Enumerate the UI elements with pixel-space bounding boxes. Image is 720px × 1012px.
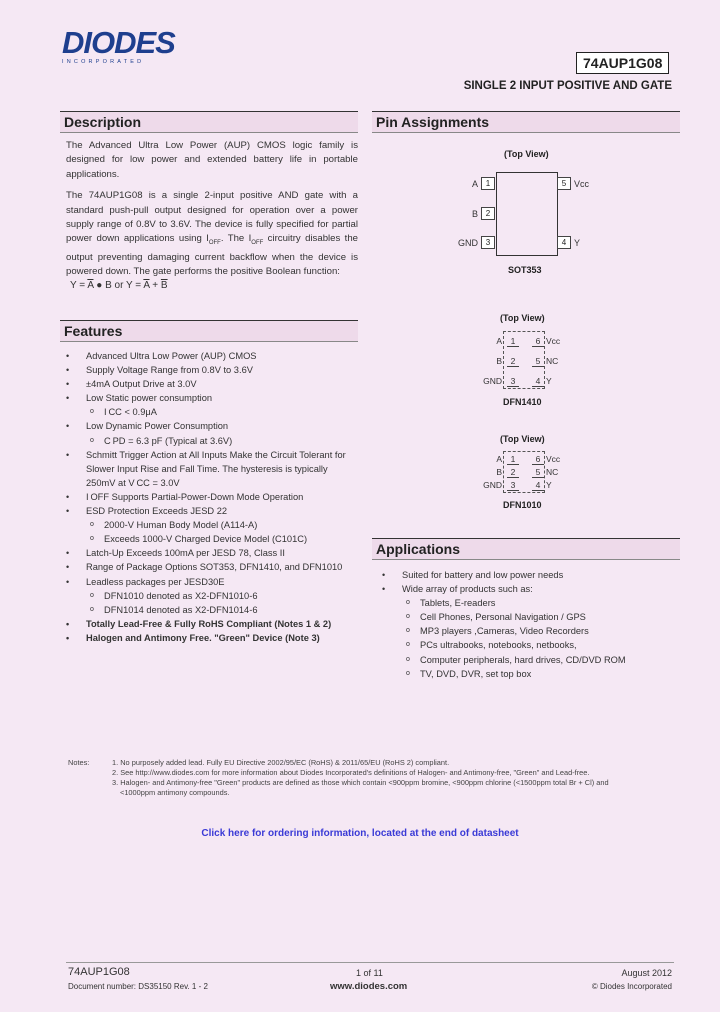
pin-number: 4 <box>532 480 544 491</box>
desc-sub-off: OFF <box>208 240 221 247</box>
eq2-b: $\overline{B}$ <box>160 280 168 291</box>
pin-label: NC <box>546 467 559 477</box>
pin-number: 3 <box>507 376 519 387</box>
pin-number: 2 <box>507 356 519 367</box>
pin-number: 6 <box>532 336 544 347</box>
pin-label: GND <box>458 237 478 248</box>
eq2-y: Y = <box>126 280 144 291</box>
description-p1: The Advanced Ultra Low Power (AUP) CMOS logic family is designed for low power and extended battery life in portable applications. <box>66 140 358 180</box>
note-1: 1. No purposely added lead. Fully EU Directive 2002/95/EC (RoHS) & 2011/65/EU (RoHS 2) compliant. <box>112 758 450 767</box>
pin-number: 4 <box>557 236 571 249</box>
pin-label: A <box>496 454 502 464</box>
eq1-b: B <box>105 280 112 291</box>
application-item: o Computer peripherals, hard drives, CD/DVD ROM <box>378 653 678 667</box>
application-item: o MP3 players ,Cameras, Video Recorders <box>378 624 678 638</box>
ordering-info-link[interactable]: Click here for ordering information, located at the end of datasheet <box>201 828 519 839</box>
feature-item: • Supply Voltage Range from 0.8V to 3.6V <box>62 363 362 377</box>
pin-number: 3 <box>507 480 519 491</box>
pin-number: 5 <box>557 177 571 190</box>
feature-item: • Low Static power consumption <box>62 391 362 405</box>
footer-copyright: © Diodes Incorporated <box>591 982 672 991</box>
pin-label: Vcc <box>546 336 561 346</box>
pin-number: 6 <box>532 454 544 465</box>
pin-number: 2 <box>481 207 495 220</box>
desc-text-b: . The I <box>220 233 252 245</box>
feature-item: 250mV at V CC = 3.0V <box>86 477 180 488</box>
eq2-a: $\overline{A}$ <box>143 280 150 291</box>
dfn1010-label: DFN1010 <box>503 500 542 510</box>
feature-item: • Leadless packages per JESD30E <box>62 575 362 589</box>
application-item: o Cell Phones, Personal Navigation / GPS <box>378 610 678 624</box>
pin-label: B <box>496 467 502 477</box>
notes-block <box>68 758 688 798</box>
description-heading: Description <box>60 111 358 133</box>
feature-item: • Low Dynamic Power Consumption <box>62 419 362 433</box>
feature-item: • Totally Lead-Free & Fully RoHS Compliant (Notes 1 & 2) <box>62 617 362 631</box>
footer-page: 1 of 11 <box>356 968 383 978</box>
dfn1010-top-view: (Top View) <box>500 434 545 444</box>
desc-sub-off-2: OFF <box>251 240 264 247</box>
pin-label: Y <box>574 237 581 248</box>
logo-subtext: INCORPORATED <box>62 59 145 65</box>
eq2-op: + <box>149 280 161 291</box>
dfn1410-top-view: (Top View) <box>500 313 545 323</box>
sot353-pin-1 <box>472 177 495 190</box>
footer-url[interactable]: www.diodes.com <box>330 981 408 992</box>
page-subtitle: SINGLE 2 INPUT POSITIVE AND GATE <box>463 80 672 92</box>
footer-docnum: Document number: DS35150 Rev. 1 - 2 <box>68 982 208 991</box>
pin-number: 2 <box>507 467 519 478</box>
feature-item: • Advanced Ultra Low Power (AUP) CMOS <box>62 349 362 363</box>
applications-heading: Applications <box>372 538 680 560</box>
description-p2 <box>66 189 358 279</box>
pin-number: 1 <box>507 336 519 347</box>
desc-text-c: circuitry disables the output preventing damaging current backflow when the device is powered down. The gate performs the positive Boolean function: <box>66 233 359 278</box>
feature-item: Slower Input Rise and Fall Time. The hysteresis is typically <box>86 463 328 474</box>
feature-item: • Latch-Up Exceeds 100mA per JESD 78, Class II <box>62 546 362 560</box>
application-item: • Suited for battery and low power needs <box>378 568 678 582</box>
features-heading: Features <box>60 320 358 342</box>
sot353-top-view: (Top View) <box>504 149 549 159</box>
feature-item: o 2000-V Human Body Model (A114-A) <box>62 518 362 532</box>
notes-label: Notes: <box>68 758 90 767</box>
pin-label: Vcc <box>574 178 590 189</box>
application-item: o Tablets, E-readers <box>378 596 678 610</box>
sot353-pin-4 <box>557 236 580 249</box>
part-number-box: 74AUP1G08 <box>576 52 669 74</box>
pin-number: 5 <box>532 467 544 478</box>
feature-item: o DFN1010 denoted as X2-DFN1010-6 <box>62 589 362 603</box>
eq1-op: ● <box>93 280 106 291</box>
footer-divider <box>66 962 674 963</box>
eq-or: or <box>111 280 127 291</box>
pin-label: NC <box>546 356 559 366</box>
feature-item: o DFN1014 denoted as X2-DFN1014-6 <box>62 603 362 617</box>
note-3: 3. Halogen- and Antimony-free "Green" products are defined as those which contain <900ppm bromine, <900ppm chlorine (<1500ppm total Br + Cl) and <box>112 778 609 787</box>
sot353-pin-5 <box>557 177 589 190</box>
feature-item: • Range of Package Options SOT353, DFN1410, and DFN1010 <box>62 560 362 574</box>
pin-label: A <box>496 336 502 346</box>
pin-number: 1 <box>507 454 519 465</box>
feature-item: • Halogen and Antimony Free. "Green" Device (Note 3) <box>62 631 362 645</box>
pin-number: 5 <box>532 356 544 367</box>
note-3-cont: <1000ppm antimony compounds. <box>120 788 230 797</box>
pin-label: GND <box>483 376 502 386</box>
eq1-a: $\overline{A}$ <box>87 280 94 291</box>
footer-part: 74AUP1G08 <box>68 966 130 978</box>
footer-date: August 2012 <box>621 968 672 978</box>
feature-item: • ESD Protection Exceeds JESD 22 <box>62 504 362 518</box>
feature-item: • Schmitt Trigger Action at All Inputs Make the Circuit Tolerant for <box>62 448 362 462</box>
feature-item: • I OFF Supports Partial-Power-Down Mode Operation <box>62 490 362 504</box>
desc-text-a: The 74AUP1G08 is a single 2-input positive AND gate with a standard push-pull output designed for operation over a power supply range of 0.8V to 3.6V. The device is fully specified for partial power down applications using I <box>66 190 358 245</box>
boolean-equation <box>70 280 168 291</box>
pin-label: B <box>496 356 502 366</box>
pin-label: A <box>471 178 478 189</box>
sot353-chip-body <box>496 172 558 256</box>
feature-item: o I CC < 0.9μA <box>62 405 362 419</box>
sot353-pin-2 <box>472 207 495 220</box>
pin-number: 1 <box>481 177 495 190</box>
feature-item: • ±4mA Output Drive at 3.0V <box>62 377 362 391</box>
pin-assignments-heading: Pin Assignments <box>372 111 680 133</box>
features-list <box>62 349 362 645</box>
sot353-pin-3 <box>458 236 495 249</box>
pin-label: B <box>471 208 478 219</box>
logo-text: DIODES <box>62 25 175 60</box>
diodes-logo <box>62 25 198 65</box>
feature-item: o C PD = 6.3 pF (Typical at 3.6V) <box>62 434 362 448</box>
pin-number: 3 <box>481 236 495 249</box>
sot353-label: SOT353 <box>508 265 542 275</box>
pin-label: Y <box>546 376 552 386</box>
note-2: 2. See http://www.diodes.com for more information about Diodes Incorporated's definitions of Halogen- and Antimony-free, "Green" and Lead-free. <box>112 768 590 777</box>
pin-number: 4 <box>532 376 544 387</box>
feature-item: o Exceeds 1000-V Charged Device Model (C101C) <box>62 532 362 546</box>
pin-label: Y <box>546 480 552 490</box>
pin-label: GND <box>483 480 502 490</box>
application-item: • Wide array of products such as: <box>378 582 678 596</box>
applications-list <box>378 568 678 681</box>
dfn1410-label: DFN1410 <box>503 397 542 407</box>
eq1-y: Y = <box>70 280 88 291</box>
pin-label: Vcc <box>546 454 561 464</box>
application-item: o TV, DVD, DVR, set top box <box>378 667 678 681</box>
application-item: o PCs ultrabooks, notebooks, netbooks, <box>378 638 678 652</box>
description-body <box>66 139 358 280</box>
